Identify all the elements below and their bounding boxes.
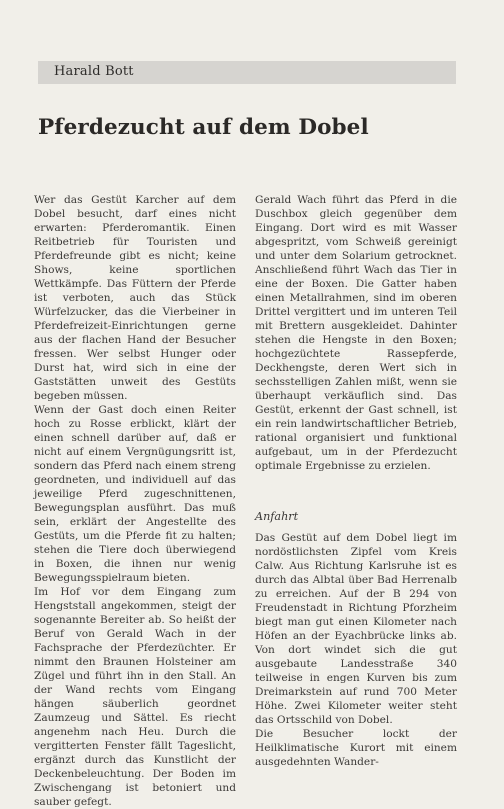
paragraph: Wenn der Gast doch einen Reiter hoch zu Rosse erblickt, klärt der einen schnell darüber auf, daß er nicht auf einem Vergnügungsritt ist, sondern das Pferd nach einem streng geordneten, und individuell auf das jeweilige Pferd zugeschnittenen, Bewegungsplan ausführt. Das muß sein, erklärt der Angestellte des Gestüts, um die Pferde fit zu halten; stehen die Tiere doch überwiegend in Boxen, die ihnen nur wenig Bewegungsspielraum bieten.	[34, 404, 236, 584]
article-title: Pferdezucht auf dem Dobel	[38, 115, 369, 140]
left-text-column	[34, 193, 236, 809]
author-name: Harald Bott	[54, 64, 134, 79]
right-text-column	[255, 193, 457, 769]
paragraph: Wer das Gestüt Karcher auf dem Dobel besucht, darf eines nicht erwarten: Pferderomantik. Einen Reitbetrieb für Touristen und Pferdefreunde gibt es nicht; keine Shows, keine sportlichen Wettkämpfe. Das Füttern der Pferde ist verboten, auch das Stück Würfelzucker, das die Vierbeiner in Pferdefreizeit-Einrichtungen gerne aus der flachen Hand der Besucher fressen. Wer selbst Hunger oder Durst hat, wird sich in eine der Gaststätten unweit des Gestüts begeben müssen.	[34, 194, 236, 402]
paragraph: Das Gestüt auf dem Dobel liegt im nordöstlichsten Zipfel vom Kreis Calw. Aus Richtung Karlsruhe ist es durch das Albtal über Bad Herrenalb zu erreichen. Auf der B 294 von Freudenstadt in Richtung Pforzheim biegt man gut einen Kilometer nach Höfen an der Eyachbrücke links ab. Von dort windet sich die gut ausgebaute Landesstraße 340 teilweise in engen Kurven bis zum Dreimarkstein auf rund 700 Meter Höhe. Zwei Kilometer weiter steht das Ortsschild von Dobel.	[255, 532, 457, 726]
paragraph: Gerald Wach führt das Pferd in die Duschbox gleich gegenüber dem Eingang. Dort wird es mit Wasser abgespritzt, vom Schweiß gereinigt und unter dem Solarium getrocknet. Anschließend führt Wach das Tier in eine der Boxen. Die Gatter haben einen Metallrahmen, sind im oberen Drittel vergittert und im unteren Teil mit Brettern ausgekleidet. Dahinter stehen die Hengste in den Boxen; hochgezüchtete Rassepferde, Deckhengste, deren Wert sich in sechsstelligen Zahlen mißt, wenn sie überhaupt verkäuflich sind. Das Gestüt, erkennt der Gast schnell, ist ein rein landwirtschaftlicher Betrieb, rational organisiert und funktional aufgebaut, um in der Pferdezucht optimale Ergebnisse zu erzielen.	[255, 194, 457, 472]
author-header-bar	[38, 61, 456, 84]
paragraph: Die Besucher lockt der Heilklimatische Kurort mit einem ausgedehnten Wander-	[255, 728, 457, 768]
paragraph: Im Hof vor dem Eingang zum Hengststall angekommen, steigt der sogenannte Bereiter ab. So heißt der Beruf von Gerald Wach in der Fachsprache der Pferdezüchter. Er nimmt den Braunen Holsteiner am Zügel und führt ihn in den Stall. An der Wand rechts vom Eingang hängen säuberlich geordnet Zaumzeug und Sättel. Es riecht angenehm nach Heu. Durch die vergitterten Fenster fällt Tageslicht, ergänzt durch das Kunstlicht der Deckenbeleuchtung. Der Boden im Zwischengang ist betoniert und sauber gefegt.	[34, 586, 236, 808]
section-subheading: Anfahrt	[255, 510, 299, 523]
